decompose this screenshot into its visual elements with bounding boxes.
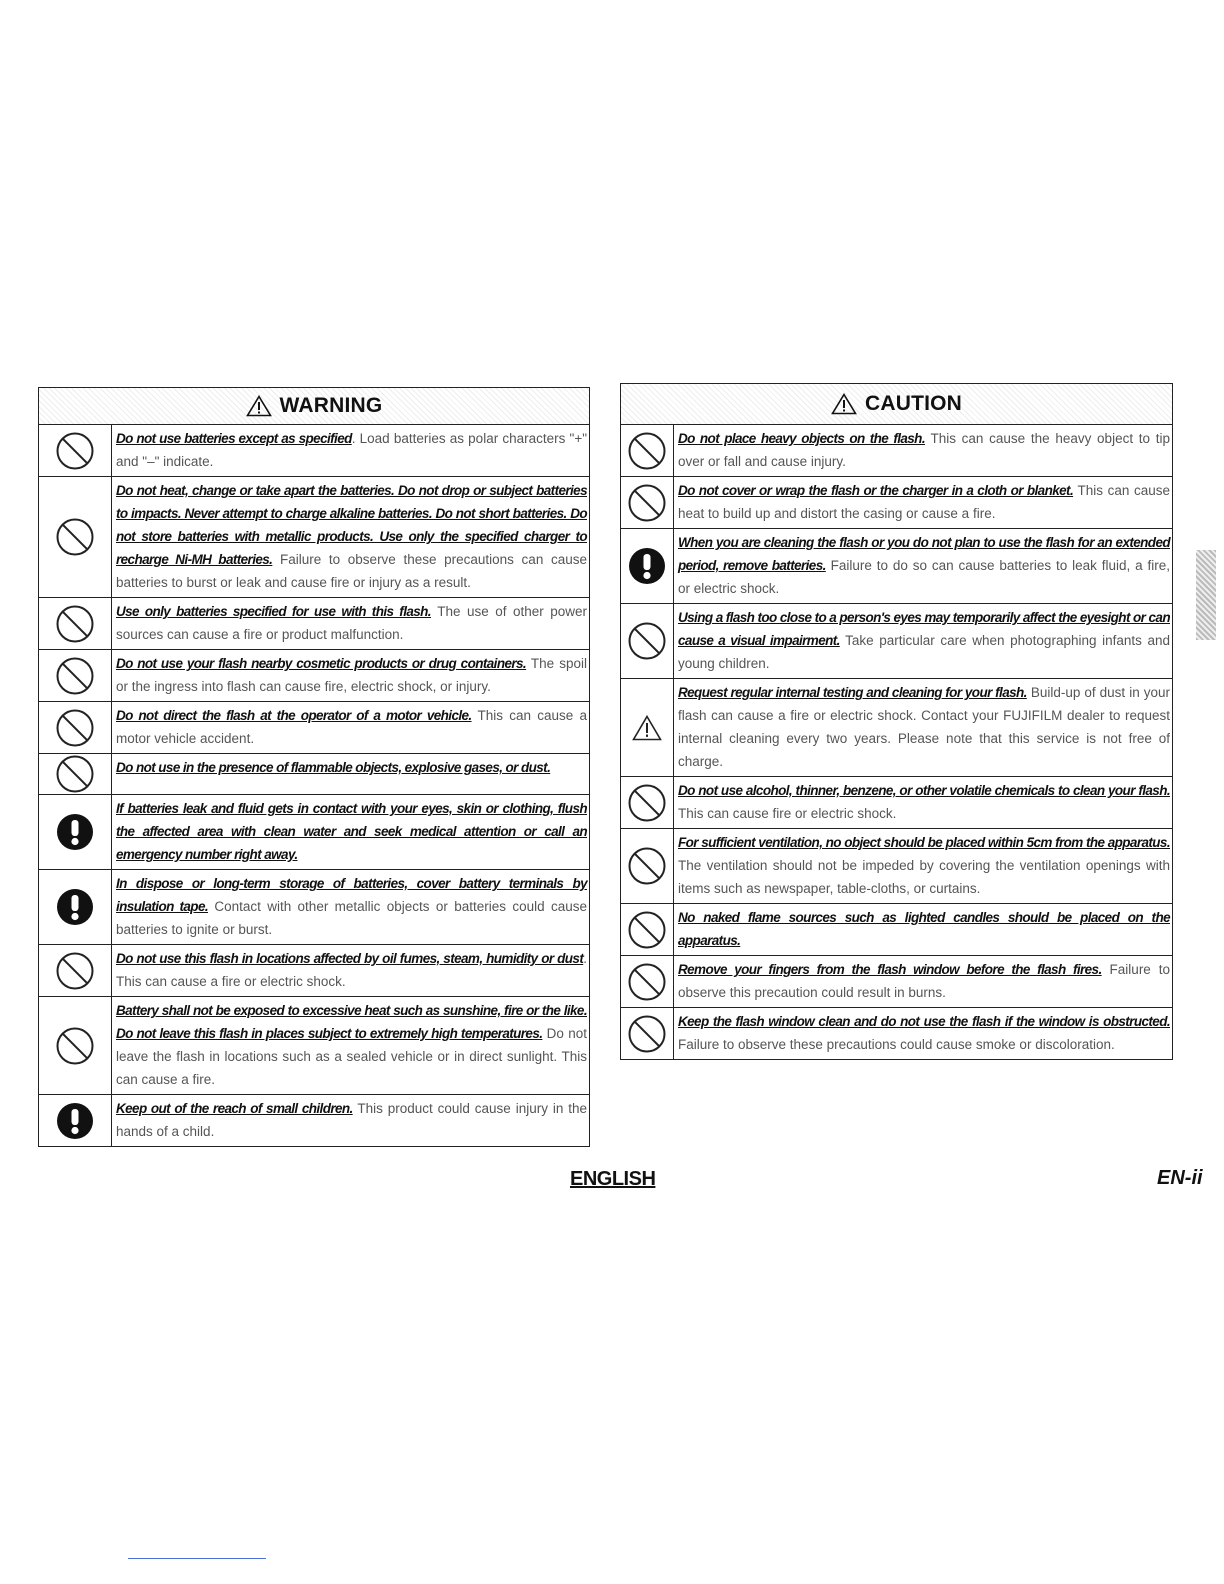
prohibition-icon [621, 425, 674, 476]
warning-item [39, 477, 589, 598]
caution-list [621, 425, 1173, 1059]
warning-item-body: Failure to observe these precautions can cause batteries to burst or leak and cause fire or injury as a result. [116, 552, 587, 590]
caution-item-text [674, 777, 1172, 828]
prohibition-icon [621, 956, 674, 1007]
mandatory-action-icon [39, 1095, 112, 1146]
caution-header [621, 384, 1173, 425]
caution-item-text [674, 956, 1172, 1007]
warning-item-text [112, 702, 589, 753]
warning-item [39, 650, 589, 702]
caution-item-heading: Request regular internal testing and cleaning for your flash. [678, 685, 1027, 700]
warning-item-text [112, 945, 589, 996]
warning-item-body: The spoil or the ingress into flash can cause fire, electric shock, or injury. [116, 656, 587, 694]
mandatory-action-icon [621, 529, 674, 603]
caution-item-text [674, 477, 1172, 528]
warning-item-heading: Do not use in the presence of flammable objects, explosive gases, or dust. [116, 760, 551, 775]
caution-item-heading: Using a flash too close to a person's eyes may temporarily affect the eyesight or can cause a visual impairment. [678, 610, 1170, 648]
warning-item-body: This can cause a motor vehicle accident. [116, 708, 587, 746]
warning-item [39, 1095, 589, 1146]
warning-item [39, 754, 589, 795]
side-tab-marker [1196, 550, 1216, 640]
warning-item-text [112, 754, 589, 794]
warning-triangle-icon [831, 393, 857, 415]
caution-item [621, 829, 1173, 904]
prohibition-icon [621, 829, 674, 903]
warning-item [39, 598, 589, 650]
caution-item-text [674, 529, 1172, 603]
warning-item [39, 702, 589, 754]
caution-item [621, 529, 1173, 604]
caution-item [621, 604, 1173, 679]
warning-item [39, 945, 589, 997]
warning-panel [38, 387, 590, 1147]
prohibition-icon [39, 650, 112, 701]
prohibition-icon [621, 777, 674, 828]
caution-item-text [674, 904, 1172, 955]
warning-item-heading: Use only batteries specified for use with this flash. [116, 604, 431, 619]
caution-item [621, 679, 1173, 777]
caution-item-body: The ventilation should not be impeded by covering the ventilation openings with items such as newspaper, table-cloths, or curtains. [678, 858, 1170, 896]
caution-item [621, 425, 1173, 477]
warning-item-heading: Do not use this flash in locations affected by oil fumes, steam, humidity or dust [116, 951, 584, 966]
mandatory-action-icon [39, 870, 112, 944]
warning-item-heading: If batteries leak and fluid gets in contact with your eyes, skin or clothing, flush the affected area with clean water and seek medical attention or call an emergency number right away. [116, 801, 587, 862]
warning-item-text [112, 870, 589, 944]
caution-item-body: Build-up of dust in your flash can cause a fire or electric shock. Contact your FUJIFILM dealer to request internal cleaning every two years. Please note that this service is not free of charge. [678, 685, 1170, 769]
caution-item [621, 904, 1173, 956]
warning-item-text [112, 795, 589, 869]
caution-item-body: This can cause the heavy object to tip over or fall and cause injury. [678, 431, 1170, 469]
warning-item-heading: Do not direct the flash at the operator of a motor vehicle. [116, 708, 472, 723]
warning-item-text [112, 650, 589, 701]
prohibition-icon [621, 604, 674, 678]
caution-item-heading: Do not place heavy objects on the flash. [678, 431, 925, 446]
prohibition-icon [39, 598, 112, 649]
prohibition-icon [39, 997, 112, 1094]
warning-item-text [112, 1095, 589, 1146]
warning-item-heading: Do not use batteries except as specified [116, 431, 352, 446]
warning-item-heading: Do not heat, change or take apart the batteries. Do not drop or subject batteries to impacts. Never attempt to charge alkaline batteries. Do not short batteries. Do not store batteries with metallic products. Use only the specified charger to recharge Ni-MH batteries. [116, 483, 587, 567]
warning-item-text [112, 425, 589, 476]
warning-item-heading: Keep out of the reach of small children. [116, 1101, 353, 1116]
warning-item-body: The use of other power sources can cause a fire or product malfunction. [116, 604, 588, 642]
caution-item-text [674, 604, 1172, 678]
scan-artifact-line [128, 1558, 266, 1559]
warning-item-text [112, 997, 589, 1094]
caution-item-text [674, 1008, 1172, 1059]
caution-item [621, 956, 1173, 1008]
caution-item [621, 777, 1173, 829]
warning-item-body: . This can cause a fire or electric shock. [116, 951, 587, 989]
warning-item-body: Do not leave the flash in locations such as a sealed vehicle or in direct sunlight. This can cause a fire. [116, 1026, 587, 1087]
warning-item-heading: In dispose or long-term storage of batteries, cover battery terminals by insulation tape. [116, 876, 587, 914]
warning-item-text [112, 598, 589, 649]
prohibition-icon [39, 754, 112, 794]
caution-title: CAUTION [864, 392, 963, 415]
prohibition-icon [621, 904, 674, 955]
caution-panel [620, 383, 1173, 1060]
warning-list [39, 425, 589, 1146]
warning-item-body: This product could cause injury in the hands of a child. [116, 1101, 587, 1139]
warning-triangle-icon [246, 395, 272, 417]
warning-item-body: Contact with other metallic objects or batteries could cause batteries to ignite or burst. [116, 899, 587, 937]
warning-item [39, 795, 589, 870]
prohibition-icon [621, 477, 674, 528]
caution-item-body: Failure to observe this precaution could result in burns. [678, 962, 1171, 1000]
caution-item-body: This can cause heat to build up and distort the casing or cause a fire. [678, 483, 1170, 521]
caution-item-heading: No naked flame sources such as lighted candles should be placed on the apparatus. [678, 910, 1170, 948]
footer-language: ENGLISH [570, 1168, 656, 1190]
warning-triangle-icon [621, 679, 674, 776]
caution-item-body: This can cause fire or electric shock. [678, 806, 897, 821]
caution-item-heading: Do not cover or wrap the flash or the charger in a cloth or blanket. [678, 483, 1074, 498]
caution-item-heading: Remove your fingers from the flash window before the flash fires. [678, 962, 1102, 977]
caution-item [621, 477, 1173, 529]
caution-item-text [674, 679, 1172, 776]
footer-page-number: EN-ii [1157, 1167, 1203, 1189]
warning-item-text [112, 477, 589, 597]
caution-item-heading: When you are cleaning the flash or you do not plan to use the flash for an extended period, remove batteries. [678, 535, 1170, 573]
warning-item-body: . Load batteries as polar characters "+" and "–" indicate. [116, 431, 587, 469]
caution-item-body: Failure to do so can cause batteries to leak fluid, a fire, or electric shock. [678, 558, 1170, 596]
prohibition-icon [39, 702, 112, 753]
caution-item [621, 1008, 1173, 1059]
warning-item [39, 425, 589, 477]
caution-item-heading: Keep the flash window clean and do not use the flash if the window is obstructed. [678, 1014, 1170, 1029]
warning-item [39, 870, 589, 945]
mandatory-action-icon [39, 795, 112, 869]
caution-item-heading: Do not use alcohol, thinner, benzene, or other volatile chemicals to clean your flash. [678, 783, 1170, 798]
caution-item-body: Failure to observe these precautions could cause smoke or discoloration. [678, 1037, 1115, 1052]
warning-title: WARNING [279, 394, 383, 417]
caution-item-heading: For sufficient ventilation, no object should be placed within 5cm from the apparatus. [678, 835, 1170, 850]
caution-item-text [674, 829, 1172, 903]
warning-item [39, 997, 589, 1095]
prohibition-icon [621, 1008, 674, 1059]
caution-item-text [674, 425, 1172, 476]
prohibition-icon [39, 425, 112, 476]
warning-item-heading: Do not use your flash nearby cosmetic products or drug containers. [116, 656, 527, 671]
caution-item-body: Take particular care when photographing infants and young children. [678, 633, 1170, 671]
warning-header [39, 388, 589, 425]
prohibition-icon [39, 477, 112, 597]
warning-item-heading: Battery shall not be exposed to excessive heat such as sunshine, fire or the like. Do not leave this flash in places subject to extremely high temperatures. [116, 1003, 587, 1041]
prohibition-icon [39, 945, 112, 996]
